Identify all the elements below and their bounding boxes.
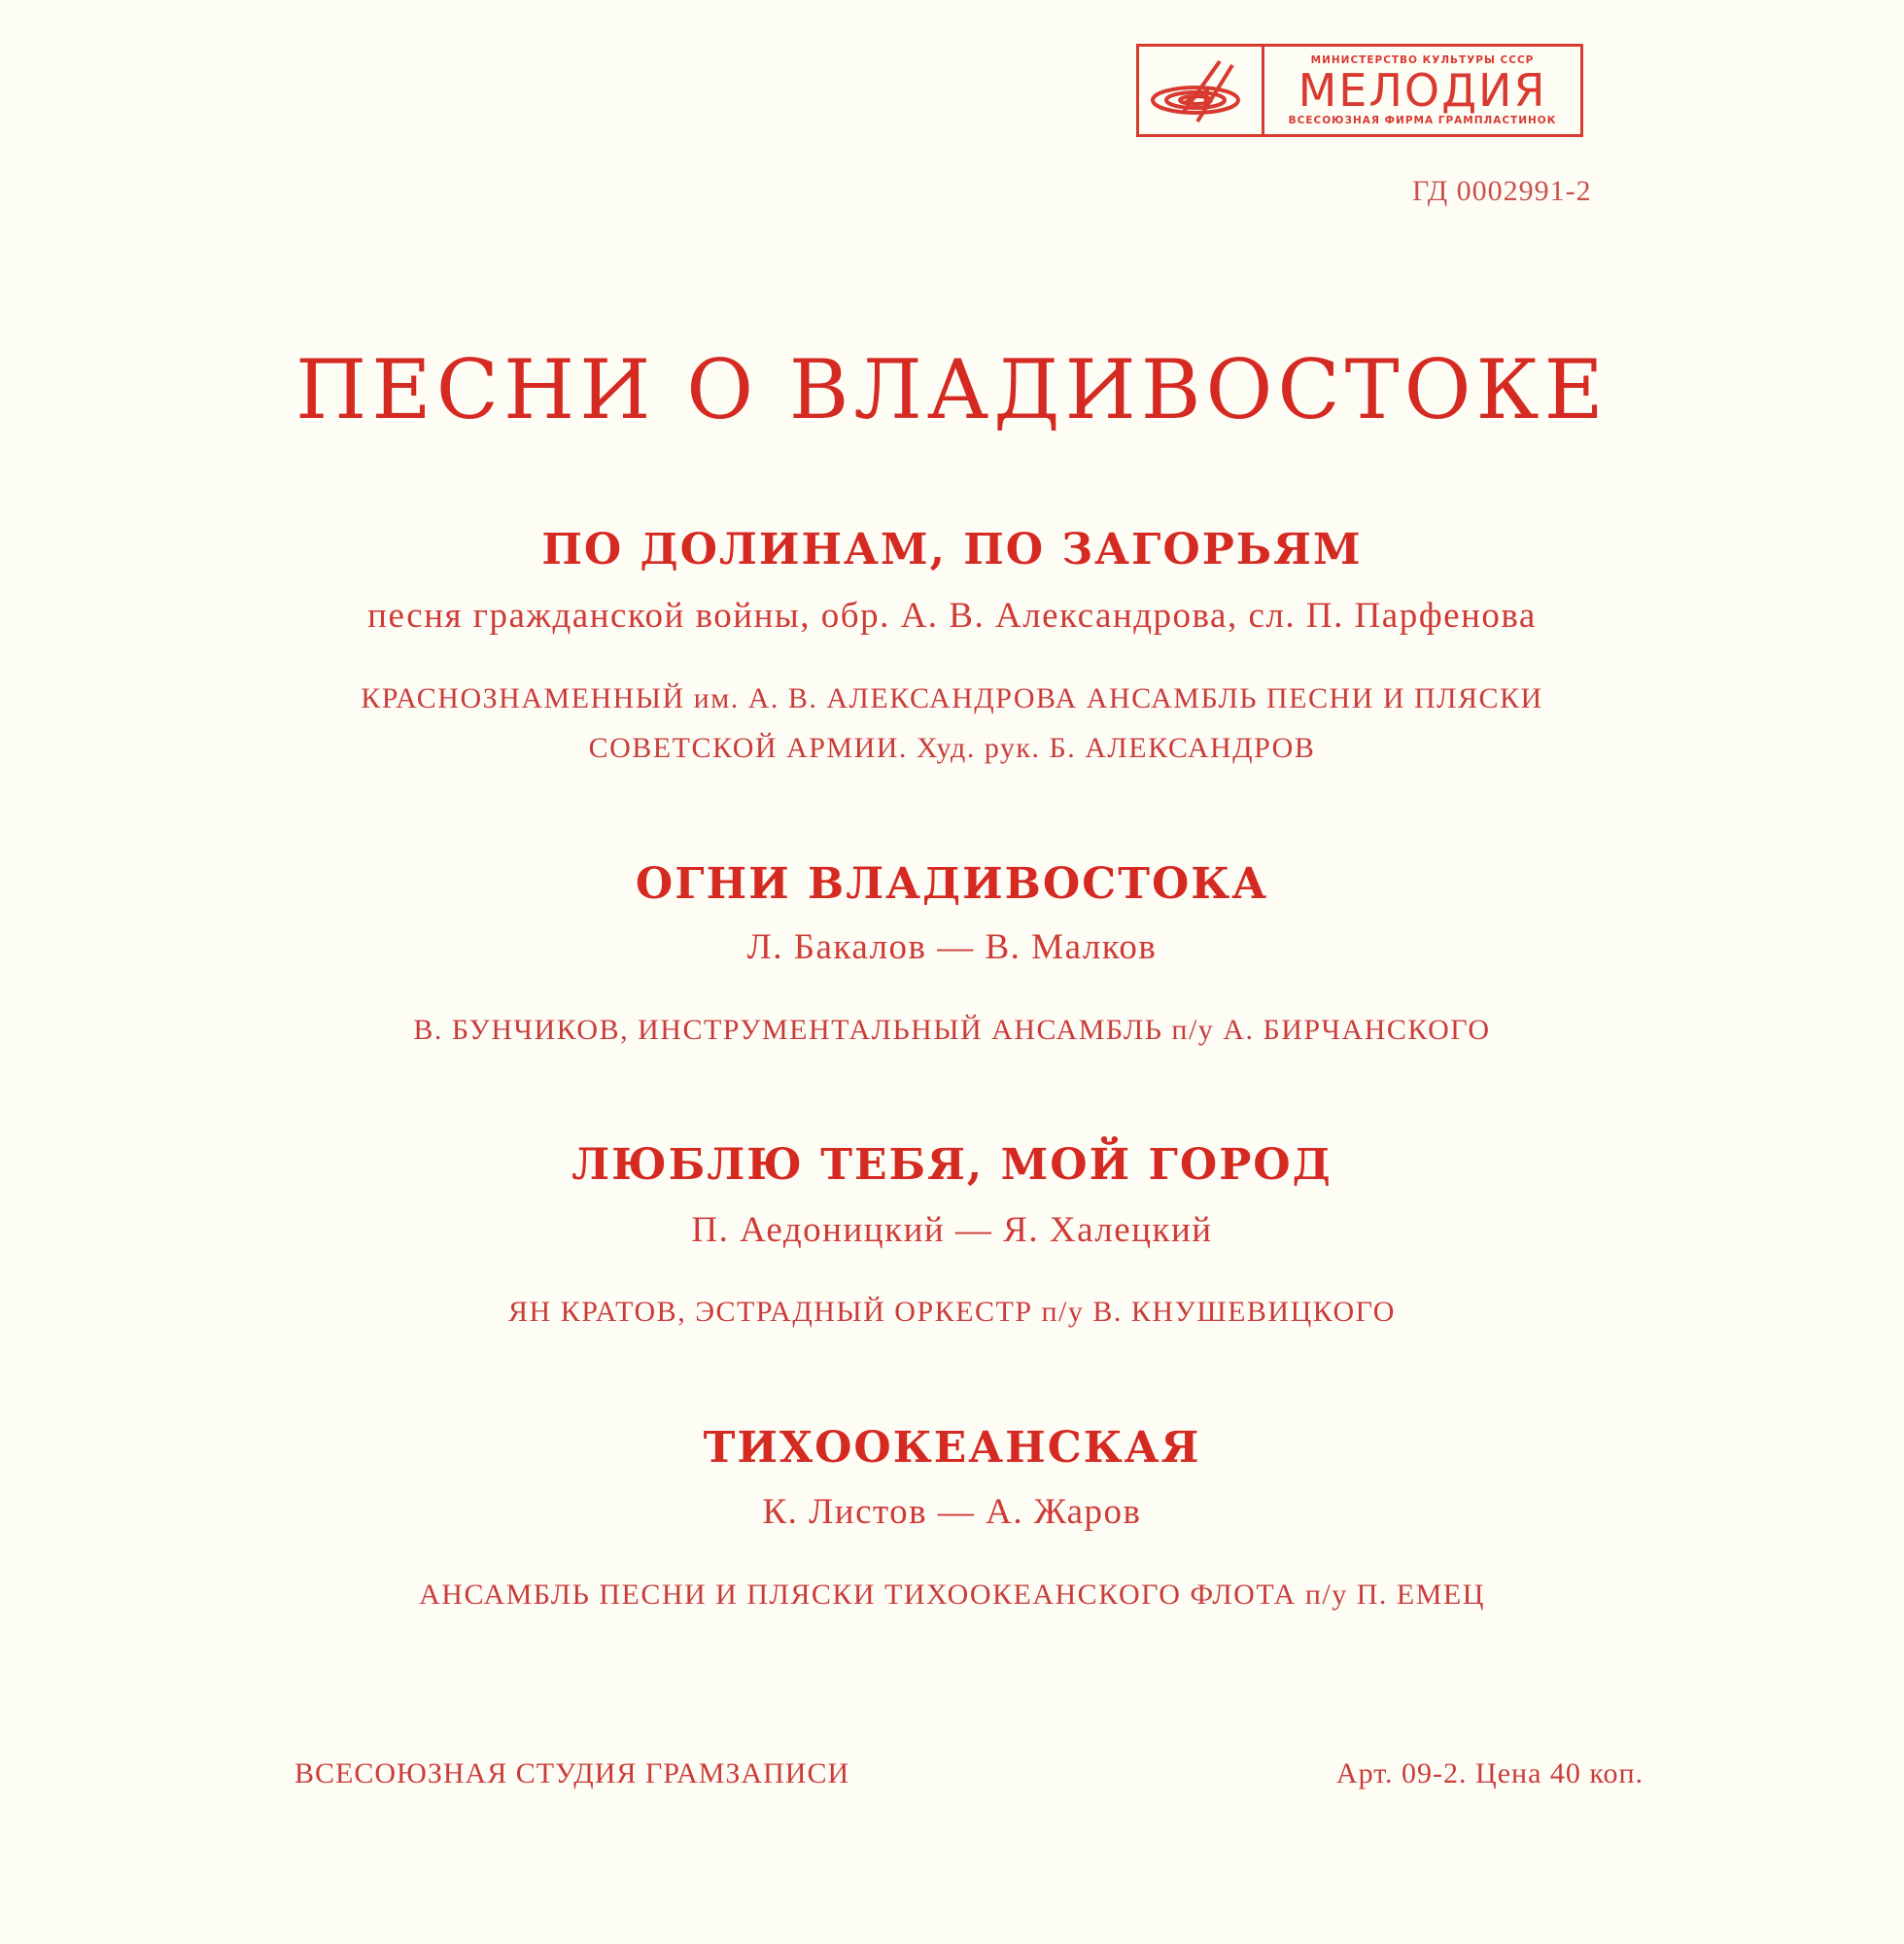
song-performers: АНСАМБЛЬ ПЕСНИ И ПЛЯСКИ ТИХООКЕАНСКОГО ФЛОТА п/у П. ЕМЕЦ [419,1579,1485,1611]
melodiya-logo [1136,44,1583,137]
song-performers: В. БУНЧИКОВ, ИНСТРУМЕНТАЛЬНЫЙ АНСАМБЛЬ п/у А. БИРЧАНСКОГО [413,1014,1491,1046]
album-title: ПЕСНИ О ВЛАДИВОСТОКЕ [295,342,1609,437]
song-title: ЛЮБЛЮ ТЕБЯ, МОЙ ГОРОД [571,1140,1333,1190]
brand-name: МЕЛОДИЯ [1298,64,1547,117]
song-title: ПО ДОЛИНАМ, ПО ЗАГОРЬЯМ [541,525,1363,574]
price-text: Арт. 09-2. Цена 40 коп. [1335,1757,1644,1789]
song-credits: Л. Бакалов — В. Малков [746,927,1158,967]
song-performers: КРАСНОЗНАМЕННЫЙ им. А. В. АЛЕКСАНДРОВА АНСАМБЛЬ ПЕСНИ И ПЛЯСКИ [361,682,1543,714]
melodiya-emblem-icon [1139,47,1264,134]
song-title: ОГНИ ВЛАДИВОСТОКА [635,859,1269,909]
song-performers: СОВЕТСКОЙ АРМИИ. Худ. рук. Б. АЛЕКСАНДРОВ [588,732,1316,764]
song-credits: П. Аедоницкий — Я. Халецкий [691,1210,1213,1250]
studio-text: ВСЕСОЮЗНАЯ СТУДИЯ ГРАМЗАПИСИ [294,1757,850,1789]
song-title: ТИХООКЕАНСКАЯ [703,1423,1201,1473]
firm-text: ВСЕСОЮЗНАЯ ФИРМА ГРАМПЛАСТИНОК [1288,115,1557,126]
ministry-text: МИНИСТЕРСТВО КУЛЬТУРЫ СССР [1310,54,1535,66]
song-credits: песня гражданской войны, обр. А. В. Александрова, сл. П. Парфенова [367,596,1537,636]
catalog-number: ГД 0002991-2 [1412,175,1592,207]
song-performers: ЯН КРАТОВ, ЭСТРАДНЫЙ ОРКЕСТР п/у В. КНУШЕВИЦКОГО [508,1296,1396,1328]
song-credits: К. Листов — А. Жаров [762,1492,1142,1532]
